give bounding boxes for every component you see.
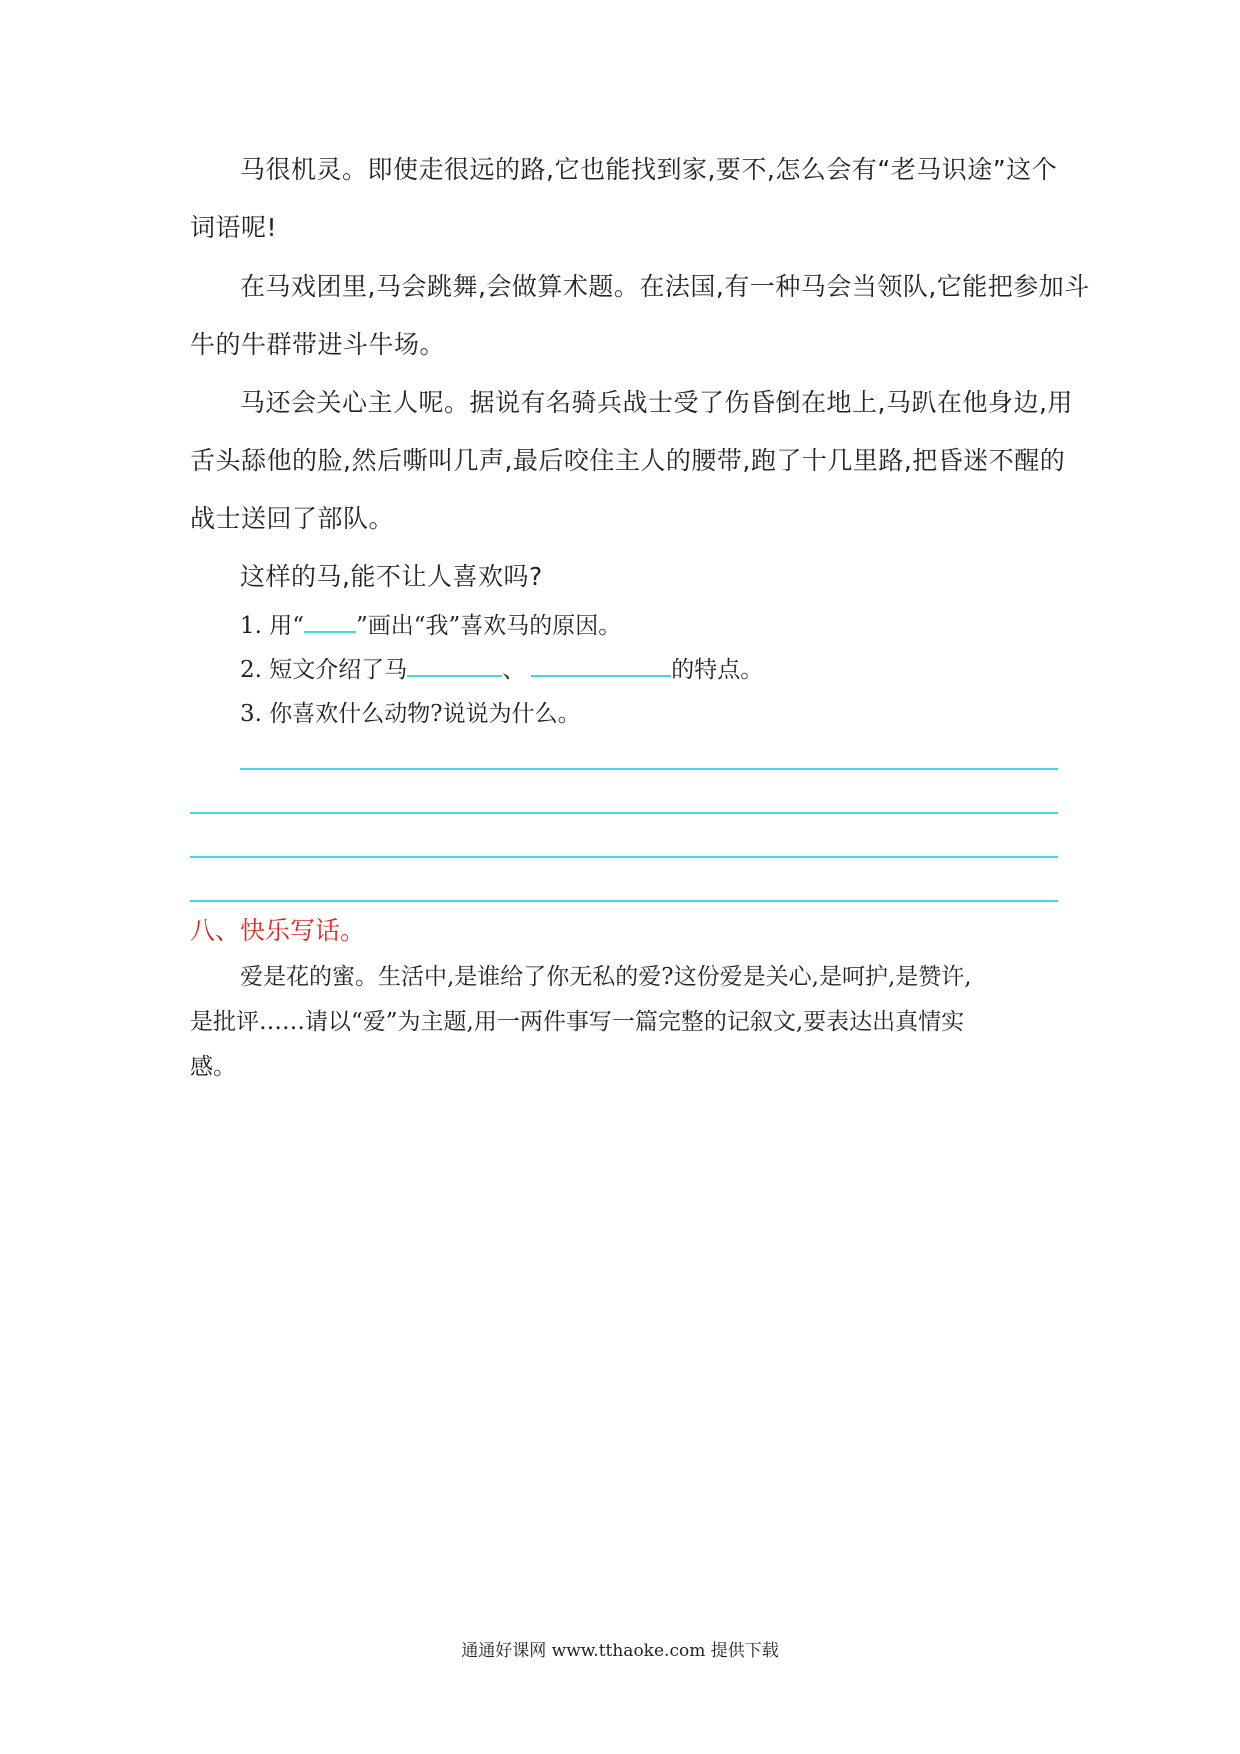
answer-line-4[interactable] [190, 900, 1058, 902]
question-1 [240, 607, 621, 640]
question-2-blank-1[interactable] [407, 653, 502, 677]
answer-line-3[interactable] [190, 856, 1058, 858]
passage-p1-line2: 词语呢! [190, 213, 278, 242]
passage-p1-line1: 马很机灵。即使走很远的路,它也能找到家,要不,怎么会有“老马识途”这个 [240, 155, 1058, 184]
passage-p3-line2: 舌头舔他的脸,然后嘶叫几声,最后咬住主人的腰带,跑了十几里路,把昏迷不醒的 [190, 446, 1066, 475]
section-8-prompt-line3: 感。 [190, 1054, 236, 1080]
question-2-blank-2[interactable] [531, 653, 671, 677]
question-1-suffix: ”画出“我”喜欢马的原因。 [356, 613, 622, 639]
passage-p3-line3: 战士送回了部队。 [190, 504, 395, 533]
question-2-separator: 、 [502, 657, 526, 683]
passage-p4-line1: 这样的马,能不让人喜欢吗? [240, 562, 543, 591]
passage-p2-line2: 牛的牛群带进斗牛场。 [190, 330, 446, 359]
answer-line-1[interactable] [240, 768, 1058, 770]
section-8-title: 八、快乐写话。 [190, 916, 366, 945]
section-8-prompt-line1: 爱是花的蜜。生活中,是谁给了你无私的爱?这份爱是关心,是呵护,是赞许, [240, 964, 972, 990]
passage-p3-line1: 马还会关心主人呢。据说有名骑兵战士受了伤昏倒在地上,马趴在他身边,用 [240, 388, 1073, 417]
answer-line-2[interactable] [190, 812, 1058, 814]
question-1-prefix: 1. 用“ [240, 613, 305, 639]
question-3: 3. 你喜欢什么动物?说说为什么。 [240, 701, 581, 727]
question-2-prefix: 2. 短文介绍了马 [240, 657, 408, 683]
section-8-prompt-line2: 是批评……请以“爱”为主题,用一两件事写一篇完整的记叙文,要表达出真情实 [190, 1009, 965, 1035]
question-2-suffix: 的特点。 [671, 657, 764, 683]
question-2 [240, 651, 763, 684]
question-1-sample-line [304, 609, 356, 633]
footer-credit: 通通好课网 www.tthaoke.com 提供下载 [461, 1641, 779, 1661]
passage-p2-line1: 在马戏团里,马会跳舞,会做算术题。在法国,有一种马会当领队,它能把参加斗 [240, 272, 1090, 301]
